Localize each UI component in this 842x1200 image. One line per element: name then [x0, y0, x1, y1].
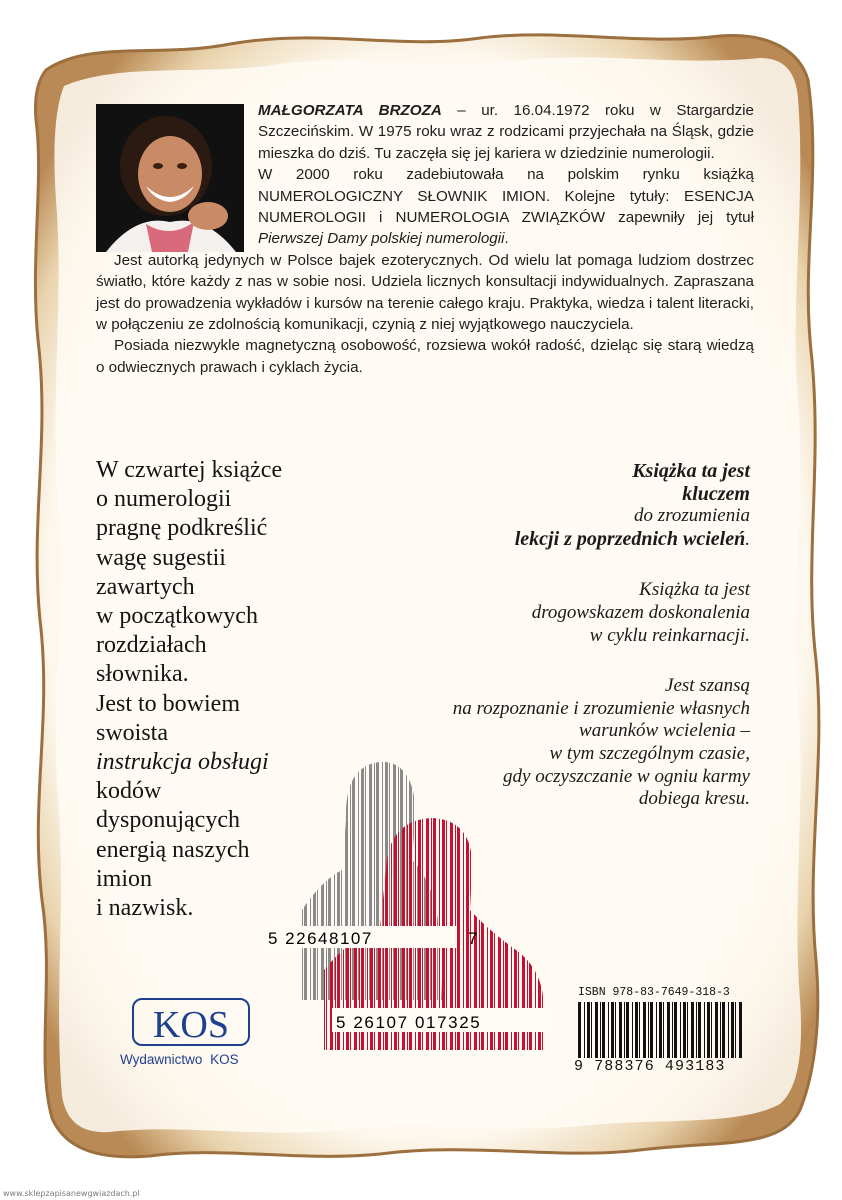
left-quote-line: i nazwisk. — [96, 895, 194, 922]
watermark: www.sklepzapisanewgwiazdach.pl — [3, 1189, 140, 1198]
left-quote-line: swoista — [96, 719, 168, 746]
right-quote-line: na rozpoznanie i zrozumienie własnych — [452, 697, 750, 719]
left-quote-line: pragnę podkreślić — [96, 515, 268, 542]
right-quote-line: gdy oczyszczanie w ogniu karmy — [503, 765, 750, 787]
bio-paragraph-4: Posiada niezwykle magnetyczną osobowość, rozsiewa wokół radość, dzieląc się starą wiedzą o odwiecznych prawach i cyklach życia. — [96, 337, 754, 376]
left-quote-line: dysponujących — [96, 807, 240, 834]
right-quote-line: Książka ta jest — [639, 579, 750, 601]
left-quote-line: o numerologii — [96, 486, 232, 513]
left-quote-line: zawartych — [96, 573, 195, 600]
right-quote-line: do zrozumienia — [634, 505, 750, 527]
left-quote-line: w początkowych — [96, 603, 258, 630]
bio-paragraph-1: MAŁGORZATA BRZOZA – ur. 16.04.1972 roku w Stargardzie Szczecińskim. W 1975 roku wraz z rodzicami przyjechała na Śląsk, gdzie mieszka do dziś. Tu zaczęła się jej kariera w dziedzinie numerologii. — [258, 102, 754, 162]
isbn-digits: 9 788376 493183 — [574, 1058, 726, 1075]
right-quote-line: kluczem — [682, 482, 750, 505]
isbn-label: ISBN 978-83-7649-318-3 — [578, 986, 730, 999]
left-quote-line: W czwartej książce — [96, 457, 283, 483]
right-quote-line: drogowskazem doskonalenia — [531, 601, 750, 623]
left-quote-line: imion — [96, 865, 153, 892]
isbn-barcode — [578, 1002, 742, 1058]
right-quote-line: Książka ta jest — [632, 460, 750, 482]
grey-barcode-digits: 5 22648107 — [268, 929, 373, 948]
left-quote-line: rozdziałach — [96, 632, 207, 659]
kos-publisher-logo — [132, 998, 250, 1046]
bio-paragraph-3: Jest autorką jedynych w Polsce bajek ezoterycznych. Od wielu lat pomaga ludziom dostrzec światło, które każdy z nas w sobie nosi. Udziela licznych konsultacji indywidualnych. Zapraszana jest do prowadzenia wykładów i kursów na terenie całego kraju. Praktyka, wiedza i talent literacki, w połączeniu ze zdolnością komunikacji, czynią z niej wyjątkowego nauczyciela. — [96, 251, 754, 334]
bio-paragraph-2: W 2000 roku zadebiutowała na polskim rynku książką NUMEROLOGICZNY SŁOWNIK IMION. Kolejne tytuły: ESENCJA NUMEROLOGII i NUMEROLOGIA ZWIĄZKÓW zapewniły jej tytuł Pierwszej Damy polskiej numerologii. — [258, 166, 754, 248]
author-name: MAŁGORZATA BRZOZA — [258, 102, 442, 119]
right-quote-line: w tym szczególnym czasie, — [549, 742, 750, 764]
left-quote-line-italic: instrukcja obsługi — [96, 749, 269, 776]
right-quote-line: lekcji z poprzednich wcieleń. — [514, 527, 750, 550]
publisher-caption: Wydawnictwo KOS — [120, 1052, 239, 1067]
barcode-silhouette-illustration — [262, 760, 552, 1050]
right-quote-line: w cyklu reinkarnacji. — [589, 624, 750, 646]
left-quote-line: wagę sugestii — [96, 544, 226, 571]
right-quote-line: warunków wcielenia – — [579, 720, 750, 742]
right-quote — [370, 460, 750, 811]
red-barcode-digits: 5 26107 017325 — [336, 1013, 482, 1032]
right-quote-line: dobiega kresu. — [638, 788, 750, 810]
left-quote-line: słownika. — [96, 661, 189, 688]
left-quote-line: energią naszych — [96, 836, 250, 863]
left-quote-line: kodów — [96, 778, 162, 805]
author-bio — [96, 100, 754, 378]
left-quote-line: Jest to bowiem — [96, 690, 240, 717]
svg-text:KOS: KOS — [152, 1004, 230, 1046]
right-quote-line: Jest szansą — [665, 675, 750, 697]
grey-barcode-digit-end: 7 — [468, 929, 478, 948]
